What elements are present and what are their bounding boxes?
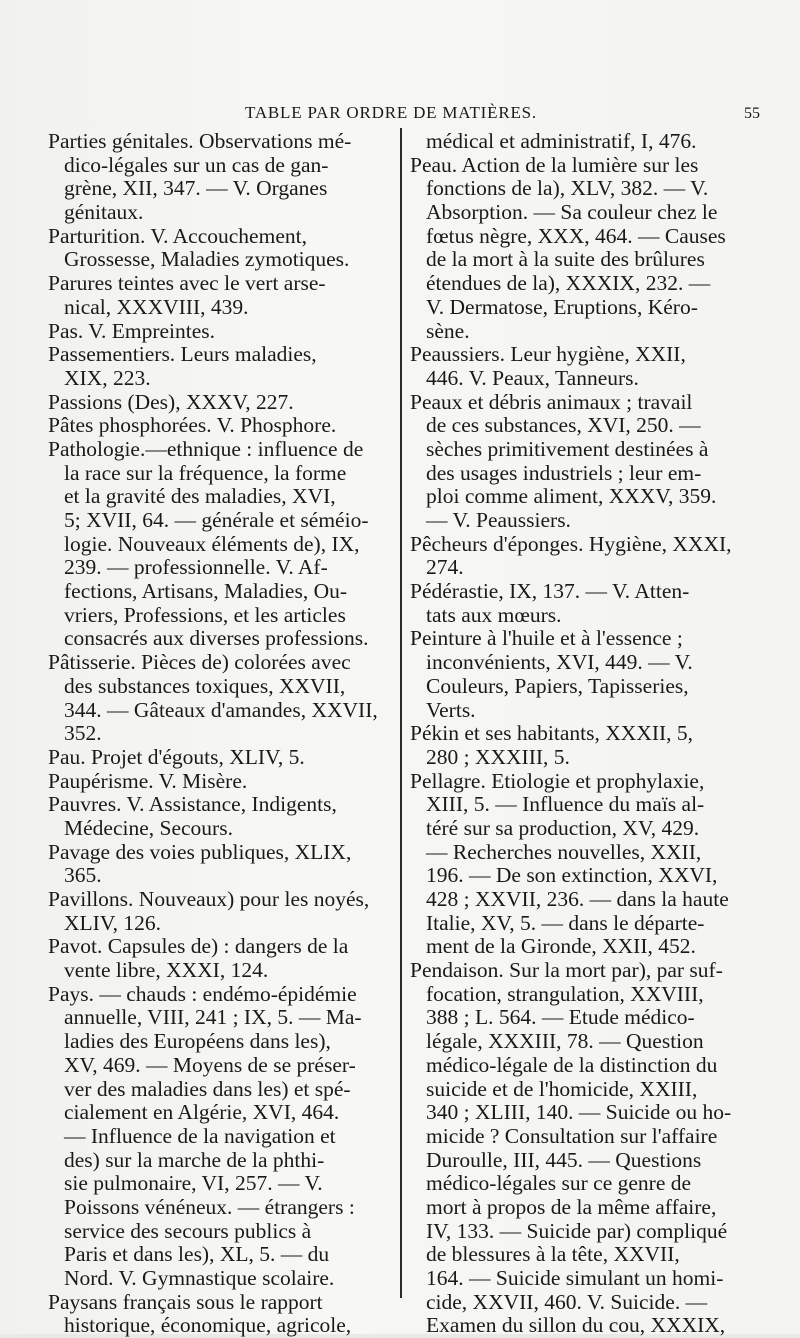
entry-line: fœtus nègre, XXX, 464. — Causes — [426, 223, 726, 248]
entry-line: Parures teintes avec le vert arse- — [48, 271, 326, 296]
entry-line: téré sur sa production, XV, 429. — [426, 815, 700, 840]
entry-line: focation, strangulation, XXVIII, — [426, 981, 704, 1006]
index-entry — [410, 770, 762, 960]
entry-line: tats aux mœurs. — [426, 602, 562, 627]
entry-line: Pâtisserie. Pièces de) colorées avec — [48, 650, 351, 675]
entry-line: des substances toxiques, XXVII, — [64, 673, 346, 698]
entry-line: sène. — [426, 318, 470, 343]
entry-line: 5; XVII, 64. — générale et séméio- — [64, 508, 369, 532]
entry-line: Passementiers. Leurs maladies, — [48, 342, 317, 367]
entry-line: ploi comme aliment, XXXV, 359. — [426, 484, 717, 509]
index-entry — [410, 627, 762, 722]
entry-line: XLIV, 126. — [64, 910, 161, 935]
entry-line: Poissons vénéneux. — étrangers : — [64, 1194, 355, 1219]
entry-line: Paysans français sous le rapport — [48, 1289, 323, 1314]
index-entry — [410, 580, 762, 627]
page-number: 55 — [744, 105, 760, 122]
entry-line: ver des maladies dans les) et spé- — [64, 1076, 351, 1101]
entry-line: Paris et dans les), XL, 5. — du — [64, 1242, 330, 1267]
entry-line: des) sur la marche de la phthi- — [64, 1147, 325, 1172]
index-entry — [48, 343, 393, 390]
entry-line: de ces substances, XVI, 250. — — [426, 413, 701, 438]
entry-line: mort à propos de la même affaire, — [426, 1194, 717, 1219]
entry-line: fections, Artisans, Maladies, Ou- — [64, 579, 348, 604]
index-entry — [48, 130, 393, 225]
entry-line: XV, 469. — Moyens de se préser- — [64, 1052, 356, 1077]
entry-line: inconvénients, XVI, 449. — V. — [426, 650, 693, 675]
index-entry — [410, 959, 762, 1338]
entry-line: Parturition. V. Accouchement, — [48, 223, 307, 248]
entry-line: — Influence de la navigation et — [64, 1123, 336, 1148]
entry-line: Peinture à l'huile et à l'essence ; — [410, 626, 683, 651]
entry-line: 344. — Gâteaux d'amandes, XXVII, — [64, 697, 378, 722]
entry-line: Pédérastie, IX, 137. — V. Atten- — [410, 579, 690, 604]
entry-line: fonctions de la), XLV, 382. — V. — [426, 176, 709, 201]
entry-line: IV, 133. — Suicide par) compliqué — [426, 1218, 728, 1243]
entry-line: étendues de la), XXXIX, 232. — — [426, 271, 711, 296]
entry-line: 280 ; XXXIII, 5. — [426, 744, 570, 769]
entry-line: consacrés aux diverses professions. — [64, 626, 369, 651]
entry-line: nical, XXXVIII, 439. — [64, 294, 249, 319]
left-column — [48, 129, 393, 1338]
index-entry — [48, 320, 393, 344]
running-title: TABLE PAR ORDRE DE MATIÈRES. — [245, 103, 537, 122]
entry-line: Absorption. — Sa couleur chez le — [426, 200, 718, 225]
entry-line: Pellagre. Etiologie et prophylaxie, — [410, 768, 705, 793]
index-entry — [410, 391, 762, 533]
entry-line: génitaux. — [64, 200, 144, 225]
entry-line: Examen du sillon du cou, XXXIX, — [426, 1313, 726, 1338]
entry-line: Pays. — chauds : endémo-épidémie — [48, 981, 357, 1006]
entry-line: 446. V. Peaux, Tanneurs. — [426, 365, 639, 390]
entry-line: Pendaison. Sur la mort par), par suf- — [410, 958, 723, 983]
index-entry — [410, 343, 762, 390]
entry-line: XIII, 5. — Influence du maïs al- — [426, 792, 705, 817]
entry-line: annuelle, VIII, 241 ; IX, 5. — Ma- — [64, 1005, 362, 1030]
entry-line: Couleurs, Papiers, Tapisseries, — [426, 673, 689, 698]
entry-line: V. Dermatose, Eruptions, Kéro- — [426, 294, 698, 319]
entry-line: logie. Nouveaux éléments de), IX, — [64, 531, 360, 556]
entry-line: légale, XXXIII, 78. — Question — [426, 1029, 704, 1054]
entry-line: Peaux et débris animaux ; travail — [410, 389, 693, 414]
column-divider — [400, 128, 402, 1298]
index-entry — [410, 130, 762, 154]
entry-line: Pauvres. V. Assistance, Indigents, — [48, 792, 337, 817]
entry-line: micide ? Consultation sur l'affaire — [426, 1123, 718, 1148]
index-entry — [48, 793, 393, 840]
entry-line: XIX, 223. — [64, 365, 151, 390]
index-entry — [410, 154, 762, 344]
entry-line: Parties génitales. Observations mé- — [48, 129, 352, 153]
index-entry — [48, 651, 393, 746]
entry-line: — V. Peaussiers. — [426, 508, 571, 532]
entry-line: sèches primitivement destinées à — [426, 436, 709, 461]
index-entry — [48, 935, 393, 982]
entry-line: Pavillons. Nouveaux) pour les noyés, — [48, 887, 370, 911]
entry-line: 365. — [64, 863, 102, 888]
index-entry — [48, 414, 393, 438]
entry-line: service des secours publics à — [64, 1218, 312, 1243]
entry-line: historique, économique, agricole, — [64, 1313, 352, 1338]
entry-line: médico-légale de la distinction du — [426, 1052, 718, 1077]
entry-line: médico-légales sur ce genre de — [426, 1171, 692, 1196]
entry-line: des usages industriels ; leur em- — [426, 460, 702, 485]
entry-line: Pavage des voies publiques, XLIX, — [48, 839, 352, 864]
index-entry — [48, 888, 393, 935]
entry-line: dico-légales sur un cas de gan- — [64, 152, 329, 177]
index-entry — [48, 841, 393, 888]
entry-line: médical et administratif, I, 476. — [426, 129, 697, 153]
entry-line: Pau. Projet d'égouts, XLIV, 5. — [48, 744, 305, 769]
entry-line: Peaussiers. Leur hygiène, XXII, — [410, 342, 686, 367]
entry-line: Médecine, Secours. — [64, 815, 233, 840]
entry-line: Duroulle, III, 445. — Questions — [426, 1147, 702, 1172]
entry-line: Paupérisme. V. Misère. — [48, 768, 248, 793]
entry-line: Verts. — [426, 697, 476, 722]
index-entry — [48, 272, 393, 319]
entry-line: Pavot. Capsules de) : dangers de la — [48, 934, 349, 959]
index-entry — [410, 533, 762, 580]
index-entry — [410, 722, 762, 769]
entry-line: grène, XII, 347. — V. Organes — [64, 176, 328, 201]
entry-line: 340 ; XLIII, 140. — Suicide ou ho- — [426, 1100, 732, 1125]
index-entry — [48, 983, 393, 1291]
entry-line: Pas. V. Empreintes. — [48, 318, 216, 343]
entry-line: Grossesse, Maladies zymotiques. — [64, 247, 350, 272]
index-entry — [48, 746, 393, 770]
entry-line: Passions (Des), XXXV, 227. — [48, 389, 294, 414]
entry-line: cide, XXVII, 460. V. Suicide. — — [426, 1289, 708, 1314]
entry-line: de blessures à la tête, XXVII, — [426, 1242, 680, 1267]
entry-line: de la mort à la suite des brûlures — [426, 247, 705, 272]
entry-line: Nord. V. Gymnastique scolaire. — [64, 1266, 335, 1290]
entry-line: Peau. Action de la lumière sur les — [410, 152, 699, 177]
index-entry — [48, 1291, 393, 1338]
right-column — [410, 129, 762, 1338]
entry-line: vriers, Professions, et les articles — [64, 602, 346, 627]
entry-line: 164. — Suicide simulant un homi- — [426, 1266, 724, 1290]
entry-line: Pékin et ses habitants, XXXII, 5, — [410, 721, 694, 746]
entry-line: sie pulmonaire, VI, 257. — V. — [64, 1171, 323, 1196]
entry-line: la race sur la fréquence, la forme — [64, 460, 347, 485]
index-entry — [48, 391, 393, 415]
index-entry — [48, 438, 393, 651]
entry-line: Italie, XV, 5. — dans le départe- — [426, 910, 705, 935]
entry-line: cialement en Algérie, XVI, 464. — [64, 1100, 340, 1125]
entry-line: ment de la Gironde, XXII, 452. — [426, 934, 696, 959]
entry-line: vente libre, XXXI, 124. — [64, 958, 269, 983]
entry-line: 352. — [64, 721, 102, 746]
entry-line: 239. — professionnelle. V. Af- — [64, 555, 328, 580]
index-entry — [48, 770, 393, 794]
index-entry — [48, 225, 393, 272]
entry-line: Pathologie.—ethnique : influence de — [48, 436, 364, 461]
entry-line: 428 ; XXVII, 236. — dans la haute — [426, 887, 729, 911]
entry-line: Pêcheurs d'éponges. Hygiène, XXXI, — [410, 531, 732, 556]
entry-line: Pâtes phosphorées. V. Phosphore. — [48, 413, 337, 438]
entry-line: ladies des Européens dans les), — [64, 1029, 331, 1054]
entry-line: 196. — De son extinction, XXVI, — [426, 863, 718, 888]
entry-line: et la gravité des maladies, XVI, — [64, 484, 336, 509]
entry-line: 388 ; L. 564. — Etude médico- — [426, 1005, 695, 1030]
entry-line: suicide et de l'homicide, XXIII, — [426, 1076, 698, 1101]
page-header — [200, 103, 760, 127]
entry-line: — Recherches nouvelles, XXII, — [426, 839, 702, 864]
entry-line: 274. — [426, 555, 464, 580]
